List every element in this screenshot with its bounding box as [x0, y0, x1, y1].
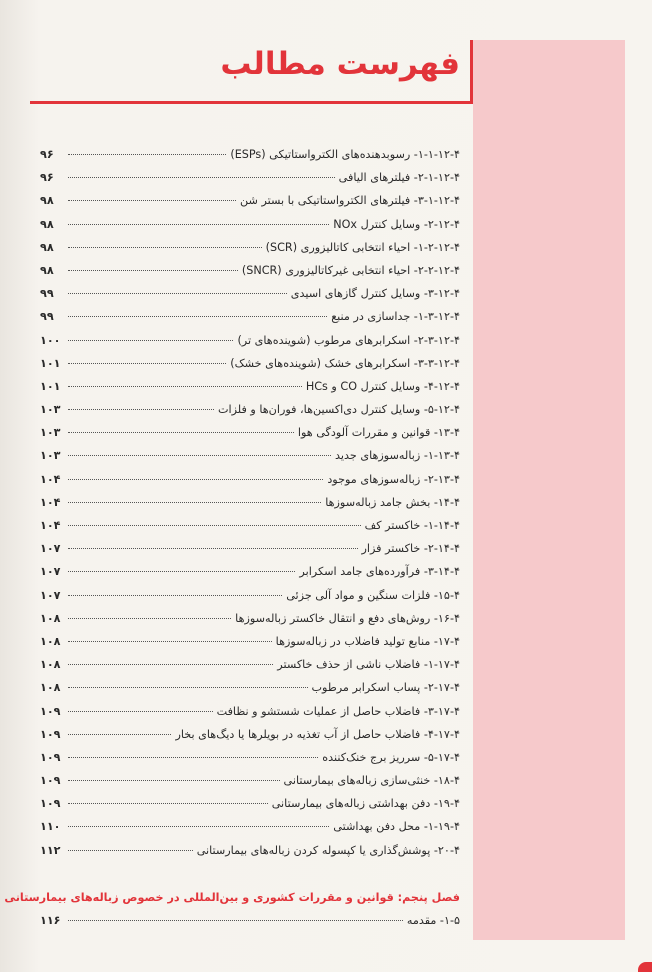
- dot-leader: [68, 920, 403, 921]
- toc-entry-text: ۱-۵- مقدمه: [406, 914, 460, 927]
- dot-leader: [68, 826, 329, 827]
- toc-page-number: ۱۰۳: [40, 426, 61, 440]
- dot-leader: [68, 525, 361, 526]
- toc-entry: [40, 542, 460, 565]
- toc-entry-text: ۱-۳-۱۲-۴- جداسازی در منبع: [331, 310, 460, 324]
- toc-entry: [40, 612, 460, 635]
- toc-page-number: ۱۰۴: [40, 519, 61, 532]
- toc-page-number: ۱۰۱: [40, 356, 61, 370]
- toc-page-number: ۱۰۹: [40, 797, 61, 811]
- toc-entry: [40, 751, 460, 774]
- toc-entry: [40, 171, 460, 194]
- dot-leader: [68, 479, 323, 480]
- toc-page-number: ۹۸: [40, 217, 54, 231]
- dot-leader: [68, 409, 214, 410]
- toc-entry-text: ۱۵-۴- فلزات سنگین و مواد آلی جزئی: [286, 588, 460, 602]
- toc-page-number: ۱۰۹: [40, 704, 61, 718]
- toc-entry: [40, 403, 460, 426]
- toc-entry: [40, 589, 460, 612]
- toc-page-number: ۱۱۶: [40, 914, 61, 927]
- toc-entry: [40, 774, 460, 797]
- dot-leader: [68, 200, 236, 201]
- toc-page-number: ۱۰۷: [40, 542, 61, 556]
- dot-leader: [68, 455, 331, 456]
- dot-leader: [68, 780, 280, 781]
- toc-entry-text: ۱۶-۴- روش‌های دفع و انتقال خاکستر زباله‌سوزها: [235, 611, 460, 625]
- dot-leader: [68, 641, 272, 642]
- toc-entry: [40, 241, 460, 264]
- toc-entry-text: ۱-۱۳-۴- زباله‌سوزهای جدید: [334, 449, 460, 463]
- toc-page-number: ۱۰۴: [40, 495, 61, 509]
- toc-entry-text: فصل پنجم: قوانین و مقررات کشوری و بین‌المللی در خصوص زباله‌های بیمارستانی: [4, 890, 460, 904]
- toc-page-number: ۱۰۹: [40, 727, 61, 741]
- toc-entry-text: ۱۳-۴- قوانین و مقررات آلودگی هوا: [297, 426, 460, 440]
- dot-leader: [68, 247, 262, 248]
- toc-entry: [40, 473, 460, 496]
- toc-entry: [40, 820, 460, 843]
- toc-entry: [40, 334, 460, 357]
- dot-leader: [68, 224, 329, 225]
- toc-entry-text: ۴-۱۷-۴- فاضلاب حاصل از آب تغذیه در بویلرها یا دیگ‌های بخار: [175, 727, 460, 741]
- toc-entry: [40, 565, 460, 588]
- toc-entry-text: ۱۸-۴- خنثی‌سازی زباله‌های بیمارستانی: [283, 774, 460, 788]
- toc-entry: [40, 658, 460, 681]
- toc-page-number: ۱۰۸: [40, 634, 61, 648]
- toc-entry: [40, 519, 460, 542]
- dot-leader: [68, 850, 193, 851]
- dot-leader: [68, 618, 231, 619]
- dot-leader: [68, 548, 358, 549]
- toc-entry-text: ۱۴-۴- بخش جامد زباله‌سوزها: [325, 495, 460, 509]
- dot-leader: [68, 664, 273, 665]
- toc-entry: [40, 797, 460, 820]
- toc-entry-text: ۳-۳-۱۲-۴- اسکرابرهای خشک (شوینده‌های خشک): [230, 356, 460, 370]
- toc-page-number: ۹۶: [40, 171, 54, 185]
- dot-leader: [68, 177, 335, 178]
- toc-entry: [40, 705, 460, 728]
- toc-page-number: ۱۰۷: [40, 588, 61, 602]
- toc-entry-text: ۲-۲-۱۲-۴- احیاء انتخابی غیرکاتالیزوری (SNCR): [241, 263, 460, 277]
- toc-page-number: ۱۰۸: [40, 681, 61, 695]
- toc-page-number: ۱۱۰: [40, 820, 61, 834]
- toc-entry: [40, 914, 460, 937]
- toc-entry-text: ۲-۱۲-۴- وسایل کنترل NOx: [333, 217, 460, 231]
- toc-page-number: ۱۰۹: [40, 750, 61, 764]
- toc-entry: [40, 496, 460, 519]
- toc-entry: [40, 728, 460, 751]
- toc-entry: [40, 426, 460, 449]
- toc-page-number: ۹۸: [40, 240, 54, 254]
- toc-entry: [40, 635, 460, 658]
- toc-page-number: ۹۸: [40, 263, 54, 277]
- toc-entry: [40, 218, 460, 241]
- toc-page-number: ۱۰۳: [40, 449, 61, 463]
- toc-entry-text: ۱-۱۷-۴- فاضلاب ناشی از حذف خاکستر: [277, 658, 460, 672]
- toc-entry: [40, 287, 460, 310]
- dot-leader: [68, 757, 318, 758]
- dot-leader: [68, 595, 282, 596]
- toc-page-number: ۱۰۷: [40, 565, 61, 579]
- corner-mark: [638, 962, 652, 972]
- dot-leader: [68, 316, 327, 317]
- section-gap: [40, 867, 460, 891]
- toc-entry-text: ۱-۱۴-۴- خاکستر کف: [364, 519, 460, 532]
- toc-page-number: ۱۰۹: [40, 774, 61, 788]
- toc-page-number: ۱۰۴: [40, 472, 61, 486]
- dot-leader: [68, 363, 226, 364]
- toc-page-number: ۱۰۰: [40, 333, 61, 347]
- toc-entry-text: ۲-۱۳-۴- زباله‌سوزهای موجود: [327, 472, 460, 486]
- dot-leader: [68, 687, 308, 688]
- toc-page-number: ۹۶: [40, 148, 54, 161]
- toc-entry-text: ۲-۱۷-۴- پساب اسکرابر مرطوب: [311, 681, 460, 695]
- dot-leader: [68, 154, 226, 155]
- toc-entry-text: ۱۹-۴- دفن بهداشتی زباله‌های بیمارستانی: [271, 797, 460, 811]
- decorative-pink-band: [473, 40, 625, 940]
- toc-entry-text: ۲-۳-۱۲-۴- اسکرابرهای مرطوب (شوینده‌های تر): [237, 333, 460, 347]
- toc-entry-text: ۱-۱-۱۲-۴- رسوبدهنده‌های الکترواستاتیکی (ESPs): [230, 148, 460, 161]
- dot-leader: [68, 270, 238, 271]
- toc-entry-text: ۱۷-۴- منابع تولید فاضلاب در زباله‌سوزها: [275, 634, 460, 648]
- toc-entry: [40, 310, 460, 333]
- dot-leader: [68, 502, 321, 503]
- toc-entry-text: ۴-۱۲-۴- وسایل کنترل CO و HCs: [305, 379, 460, 393]
- toc-entry-text: ۵-۱۷-۴- سرریز برج خنک‌کننده: [322, 750, 460, 764]
- toc-entry-text: ۳-۱۲-۴- وسایل کنترل گازهای اسیدی: [290, 287, 460, 301]
- toc-entry-text: ۳-۱-۱۲-۴- فیلترهای الکترواستاتیکی با بستر شن: [240, 194, 460, 208]
- toc-entry-text: ۵-۱۲-۴- وسایل کنترل دی‌اکسین‌ها، فوران‌ها و فلزات: [217, 403, 460, 417]
- toc-page-number: ۱۰۱: [40, 379, 61, 393]
- dot-leader: [68, 432, 294, 433]
- dot-leader: [68, 340, 233, 341]
- dot-leader: [68, 571, 295, 572]
- toc-entry-text: ۲-۱-۱۲-۴- فیلترهای الیافی: [338, 171, 460, 185]
- toc-entry-text: ۳-۱۷-۴- فاضلاب حاصل از عملیات شستشو و نظافت: [216, 704, 460, 718]
- toc-entry: [40, 194, 460, 217]
- toc-page-number: ۱۱۲: [40, 843, 61, 857]
- toc-entry: [40, 844, 460, 867]
- title-frame: [30, 40, 473, 104]
- toc-entry: [40, 264, 460, 287]
- toc-entry: [40, 449, 460, 472]
- toc-entry: [40, 148, 460, 171]
- dot-leader: [68, 803, 268, 804]
- toc-entry-text: ۳-۱۴-۴- فرآورده‌های جامد اسکرابر: [299, 565, 460, 579]
- table-of-contents: [4, 148, 460, 937]
- toc-page-number: ۱۰۸: [40, 611, 61, 625]
- toc-entry-text: ۲-۱۴-۴- خاکستر فزار: [361, 542, 460, 556]
- dot-leader: [68, 711, 213, 712]
- chapter-heading-row: [4, 890, 460, 914]
- toc-page-number: ۱۰۸: [40, 658, 61, 672]
- toc-page-number: ۹۸: [40, 194, 54, 208]
- toc-entry: [40, 681, 460, 704]
- dot-leader: [68, 734, 171, 735]
- toc-page-number: ۹۹: [40, 310, 54, 324]
- toc-entry-text: ۱-۱۹-۴- محل دفن بهداشتی: [333, 820, 460, 834]
- toc-entry-text: ۱-۲-۱۲-۴- احیاء انتخابی کاتالیزوری (SCR): [265, 240, 460, 254]
- dot-leader: [68, 293, 287, 294]
- toc-entry-text: ۲۰-۴- پوشش‌گذاری یا کپسوله کردن زباله‌های بیمارستانی: [196, 843, 460, 857]
- page-title: فهرست مطالب: [220, 46, 460, 82]
- dot-leader: [68, 386, 302, 387]
- toc-page-number: ۹۹: [40, 287, 54, 301]
- toc-entry: [40, 380, 460, 403]
- toc-entry: [40, 357, 460, 380]
- toc-page-number: ۱۰۳: [40, 403, 61, 417]
